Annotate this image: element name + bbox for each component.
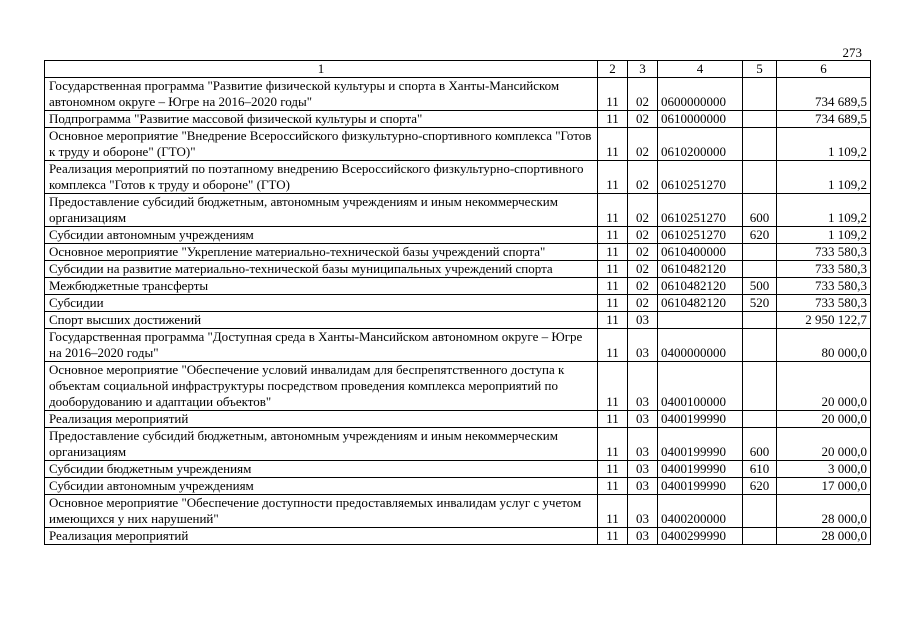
table-row xyxy=(45,312,871,329)
row-name-cell: Субсидии автономным учреждениям xyxy=(45,227,598,244)
row-expense-type-cell: 610 xyxy=(743,461,777,478)
row-name-cell: Основное мероприятие "Обеспечение условий инвалидам для беспрепятственного доступа к объектам социальной инфраструктуры посредством проведения комплекса мероприятий по дооборудованию и адаптации объектов" xyxy=(45,362,598,411)
row-subsection-cell: 02 xyxy=(628,278,658,295)
table-row xyxy=(45,244,871,261)
row-amount-cell: 28 000,0 xyxy=(777,528,871,545)
row-expense-type-cell: 620 xyxy=(743,227,777,244)
row-section-cell: 11 xyxy=(598,161,628,194)
row-target-cell: 0400000000 xyxy=(658,329,743,362)
row-target-cell: 0610251270 xyxy=(658,161,743,194)
row-section-cell: 11 xyxy=(598,194,628,227)
page-number: 273 xyxy=(842,45,862,60)
row-subsection-cell: 03 xyxy=(628,461,658,478)
row-subsection-cell: 03 xyxy=(628,428,658,461)
row-amount-cell: 3 000,0 xyxy=(777,461,871,478)
table-row xyxy=(45,528,871,545)
budget-table-body xyxy=(45,61,871,545)
row-name-cell: Государственная программа "Развитие физической культуры и спорта в Ханты-Мансийском автономном округе – Югре на 2016–2020 годы" xyxy=(45,78,598,111)
header-sum-col: 6 xyxy=(777,61,871,78)
row-amount-cell: 2 950 122,7 xyxy=(777,312,871,329)
row-amount-cell: 80 000,0 xyxy=(777,329,871,362)
row-section-cell: 11 xyxy=(598,295,628,312)
row-subsection-cell: 03 xyxy=(628,362,658,411)
table-row xyxy=(45,411,871,428)
row-subsection-cell: 03 xyxy=(628,478,658,495)
row-section-cell: 11 xyxy=(598,461,628,478)
row-target-cell: 0610251270 xyxy=(658,227,743,244)
table-row xyxy=(45,78,871,111)
header-type-col: 5 xyxy=(743,61,777,78)
row-subsection-cell: 03 xyxy=(628,528,658,545)
table-row xyxy=(45,161,871,194)
row-amount-cell: 1 109,2 xyxy=(777,128,871,161)
row-name-cell: Субсидии xyxy=(45,295,598,312)
row-target-cell: 0400200000 xyxy=(658,495,743,528)
row-amount-cell: 1 109,2 xyxy=(777,161,871,194)
row-subsection-cell: 03 xyxy=(628,329,658,362)
row-target-cell: 0610482120 xyxy=(658,295,743,312)
table-row xyxy=(45,278,871,295)
row-name-cell: Предоставление субсидий бюджетным, автономным учреждениям и иным некоммерческим организациям xyxy=(45,428,598,461)
row-name-cell: Субсидии автономным учреждениям xyxy=(45,478,598,495)
row-section-cell: 11 xyxy=(598,244,628,261)
row-amount-cell: 20 000,0 xyxy=(777,428,871,461)
row-amount-cell: 734 689,5 xyxy=(777,78,871,111)
column-number-row xyxy=(45,61,871,78)
row-name-cell: Основное мероприятие "Внедрение Всероссийского физкультурно-спортивного комплекса "Готов к труду и обороне" (ГТО)" xyxy=(45,128,598,161)
row-target-cell: 0610251270 xyxy=(658,194,743,227)
row-target-cell: 0610000000 xyxy=(658,111,743,128)
row-amount-cell: 733 580,3 xyxy=(777,261,871,278)
row-subsection-cell: 02 xyxy=(628,194,658,227)
table-row xyxy=(45,362,871,411)
row-amount-cell: 20 000,0 xyxy=(777,411,871,428)
row-name-cell: Основное мероприятие "Обеспечение доступности предоставляемых инвалидам услуг с учетом имеющихся у них нарушений" xyxy=(45,495,598,528)
row-name-cell: Государственная программа "Доступная среда в Ханты-Мансийском автономном округе – Югре на 2016–2020 годы" xyxy=(45,329,598,362)
row-section-cell: 11 xyxy=(598,78,628,111)
row-target-cell: 0610482120 xyxy=(658,278,743,295)
row-name-cell: Подпрограмма "Развитие массовой физической культуры и спорта" xyxy=(45,111,598,128)
row-subsection-cell: 03 xyxy=(628,411,658,428)
row-name-cell: Реализация мероприятий xyxy=(45,528,598,545)
row-expense-type-cell xyxy=(743,362,777,411)
row-target-cell: 0400199990 xyxy=(658,428,743,461)
table-row xyxy=(45,495,871,528)
row-section-cell: 11 xyxy=(598,261,628,278)
row-expense-type-cell xyxy=(743,312,777,329)
row-expense-type-cell xyxy=(743,78,777,111)
row-amount-cell: 733 580,3 xyxy=(777,278,871,295)
row-target-cell: 0400199990 xyxy=(658,411,743,428)
row-name-cell: Спорт высших достижений xyxy=(45,312,598,329)
header-name-col: 1 xyxy=(45,61,598,78)
row-name-cell: Межбюджетные трансферты xyxy=(45,278,598,295)
row-target-cell: 0400199990 xyxy=(658,478,743,495)
table-row xyxy=(45,295,871,312)
row-target-cell: 0600000000 xyxy=(658,78,743,111)
table-row xyxy=(45,478,871,495)
row-expense-type-cell: 520 xyxy=(743,295,777,312)
row-subsection-cell: 02 xyxy=(628,128,658,161)
header-subsection-col: 3 xyxy=(628,61,658,78)
row-subsection-cell: 02 xyxy=(628,78,658,111)
row-section-cell: 11 xyxy=(598,278,628,295)
row-expense-type-cell xyxy=(743,244,777,261)
row-expense-type-cell xyxy=(743,111,777,128)
row-target-cell: 0400100000 xyxy=(658,362,743,411)
row-subsection-cell: 02 xyxy=(628,161,658,194)
row-expense-type-cell: 600 xyxy=(743,194,777,227)
row-amount-cell: 733 580,3 xyxy=(777,295,871,312)
row-name-cell: Реализация мероприятий по поэтапному внедрению Всероссийского физкультурно-спортивного комплекса "Готов к труду и обороне" (ГТО) xyxy=(45,161,598,194)
row-name-cell: Субсидии бюджетным учреждениям xyxy=(45,461,598,478)
table-row xyxy=(45,128,871,161)
row-expense-type-cell xyxy=(743,495,777,528)
row-section-cell: 11 xyxy=(598,495,628,528)
row-section-cell: 11 xyxy=(598,329,628,362)
budget-table xyxy=(44,60,871,545)
table-row xyxy=(45,227,871,244)
row-expense-type-cell xyxy=(743,161,777,194)
header-section-col: 2 xyxy=(598,61,628,78)
row-section-cell: 11 xyxy=(598,111,628,128)
row-subsection-cell: 02 xyxy=(628,111,658,128)
row-amount-cell: 17 000,0 xyxy=(777,478,871,495)
row-amount-cell: 1 109,2 xyxy=(777,194,871,227)
table-row xyxy=(45,461,871,478)
row-subsection-cell: 02 xyxy=(628,295,658,312)
row-expense-type-cell xyxy=(743,261,777,278)
row-target-cell: 0610482120 xyxy=(658,261,743,278)
row-section-cell: 11 xyxy=(598,528,628,545)
row-expense-type-cell: 620 xyxy=(743,478,777,495)
table-row xyxy=(45,329,871,362)
row-expense-type-cell xyxy=(743,528,777,545)
row-target-cell xyxy=(658,312,743,329)
row-expense-type-cell xyxy=(743,128,777,161)
row-section-cell: 11 xyxy=(598,312,628,329)
table-row xyxy=(45,261,871,278)
row-section-cell: 11 xyxy=(598,411,628,428)
header-target-col: 4 xyxy=(658,61,743,78)
table-row xyxy=(45,428,871,461)
row-subsection-cell: 03 xyxy=(628,312,658,329)
row-target-cell: 0610200000 xyxy=(658,128,743,161)
row-subsection-cell: 02 xyxy=(628,244,658,261)
row-subsection-cell: 02 xyxy=(628,261,658,278)
row-amount-cell: 734 689,5 xyxy=(777,111,871,128)
row-section-cell: 11 xyxy=(598,128,628,161)
row-expense-type-cell xyxy=(743,411,777,428)
row-section-cell: 11 xyxy=(598,428,628,461)
row-section-cell: 11 xyxy=(598,362,628,411)
table-row xyxy=(45,194,871,227)
row-subsection-cell: 02 xyxy=(628,227,658,244)
row-section-cell: 11 xyxy=(598,227,628,244)
row-expense-type-cell xyxy=(743,329,777,362)
table-row xyxy=(45,111,871,128)
row-target-cell: 0610400000 xyxy=(658,244,743,261)
row-amount-cell: 1 109,2 xyxy=(777,227,871,244)
row-expense-type-cell: 600 xyxy=(743,428,777,461)
row-name-cell: Реализация мероприятий xyxy=(45,411,598,428)
row-subsection-cell: 03 xyxy=(628,495,658,528)
row-target-cell: 0400199990 xyxy=(658,461,743,478)
row-amount-cell: 20 000,0 xyxy=(777,362,871,411)
row-section-cell: 11 xyxy=(598,478,628,495)
row-expense-type-cell: 500 xyxy=(743,278,777,295)
row-name-cell: Субсидии на развитие материально-технической базы муниципальных учреждений спорта xyxy=(45,261,598,278)
row-amount-cell: 28 000,0 xyxy=(777,495,871,528)
row-target-cell: 0400299990 xyxy=(658,528,743,545)
row-name-cell: Предоставление субсидий бюджетным, автономным учреждениям и иным некоммерческим организациям xyxy=(45,194,598,227)
row-name-cell: Основное мероприятие "Укрепление материально-технической базы учреждений спорта" xyxy=(45,244,598,261)
row-amount-cell: 733 580,3 xyxy=(777,244,871,261)
